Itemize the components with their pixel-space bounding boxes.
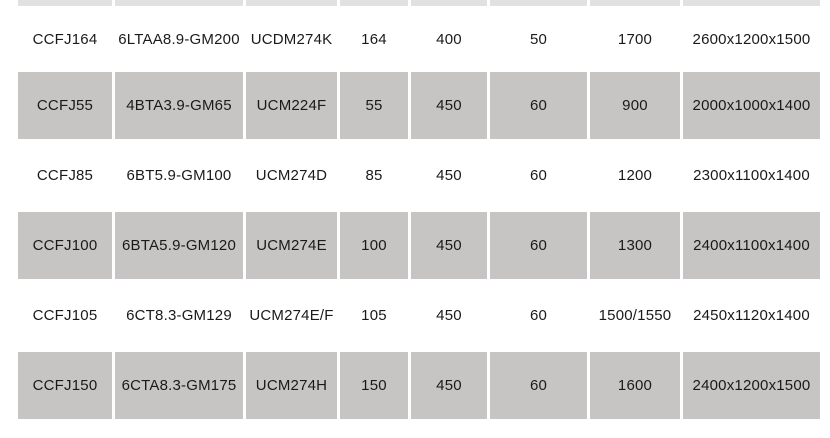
table-cell: 100	[340, 212, 408, 279]
table-cell: UCM274E/F	[246, 282, 337, 349]
table-cell: 6CTA8.3-GM175	[115, 352, 243, 419]
table-cell	[115, 0, 243, 6]
table-cell: CCFJ105	[18, 282, 112, 349]
table-cell	[683, 0, 820, 6]
table-cell: UCM224F	[246, 72, 337, 139]
table-cell: 900	[590, 72, 680, 139]
table-row	[18, 212, 820, 279]
table-cell: 50	[490, 9, 587, 69]
table-cell: 1500/1550	[590, 282, 680, 349]
table-row	[18, 72, 820, 139]
table-row	[18, 9, 820, 69]
table-cell: 4BTA3.9-GM65	[115, 72, 243, 139]
table-cell: CCFJ100	[18, 212, 112, 279]
table-cell: UCM274E	[246, 212, 337, 279]
table-cell: 6LTAA8.9-GM200	[115, 9, 243, 69]
table-cell: CCFJ55	[18, 72, 112, 139]
table-cell: 60	[490, 282, 587, 349]
table-cell: 2300x1100x1400	[683, 142, 820, 209]
table-cell: 85	[340, 142, 408, 209]
table-cell: 6BTA5.9-GM120	[115, 212, 243, 279]
table-cell: 1200	[590, 142, 680, 209]
table-cell: 1600	[590, 352, 680, 419]
table-cell: 2400x1200x1500	[683, 352, 820, 419]
table-row	[18, 352, 820, 419]
table-cell: UCM274H	[246, 352, 337, 419]
table-cell: 105	[340, 282, 408, 349]
spec-table	[18, 0, 820, 419]
table-cell: 55	[340, 72, 408, 139]
table-cell: 6BT5.9-GM100	[115, 142, 243, 209]
table-cell: 60	[490, 72, 587, 139]
table-cell: CCFJ150	[18, 352, 112, 419]
table-cell: 1300	[590, 212, 680, 279]
table-cell	[18, 0, 112, 6]
table-cell: CCFJ85	[18, 142, 112, 209]
table-row	[18, 282, 820, 349]
table-cell: 60	[490, 142, 587, 209]
table-row-partial	[18, 0, 820, 6]
table-cell: 450	[411, 212, 487, 279]
table-cell: 60	[490, 212, 587, 279]
table-cell: 6CT8.3-GM129	[115, 282, 243, 349]
table-cell: UCM274D	[246, 142, 337, 209]
table-cell: 164	[340, 9, 408, 69]
table-cell: 2400x1100x1400	[683, 212, 820, 279]
table-cell: 400	[411, 9, 487, 69]
table-row	[18, 142, 820, 209]
table-cell: 60	[490, 352, 587, 419]
table-cell	[490, 0, 587, 6]
table-cell: CCFJ164	[18, 9, 112, 69]
table-cell	[411, 0, 487, 6]
table-cell: 2600x1200x1500	[683, 9, 820, 69]
table-cell: 450	[411, 72, 487, 139]
table-cell: 450	[411, 282, 487, 349]
table-cell: 2450x1120x1400	[683, 282, 820, 349]
table-cell: 150	[340, 352, 408, 419]
table-cell: 450	[411, 352, 487, 419]
table-cell: UCDM274K	[246, 9, 337, 69]
table-cell: 450	[411, 142, 487, 209]
table-cell: 2000x1000x1400	[683, 72, 820, 139]
table-cell	[340, 0, 408, 6]
table-cell: 1700	[590, 9, 680, 69]
table-cell	[590, 0, 680, 6]
table-cell	[246, 0, 337, 6]
